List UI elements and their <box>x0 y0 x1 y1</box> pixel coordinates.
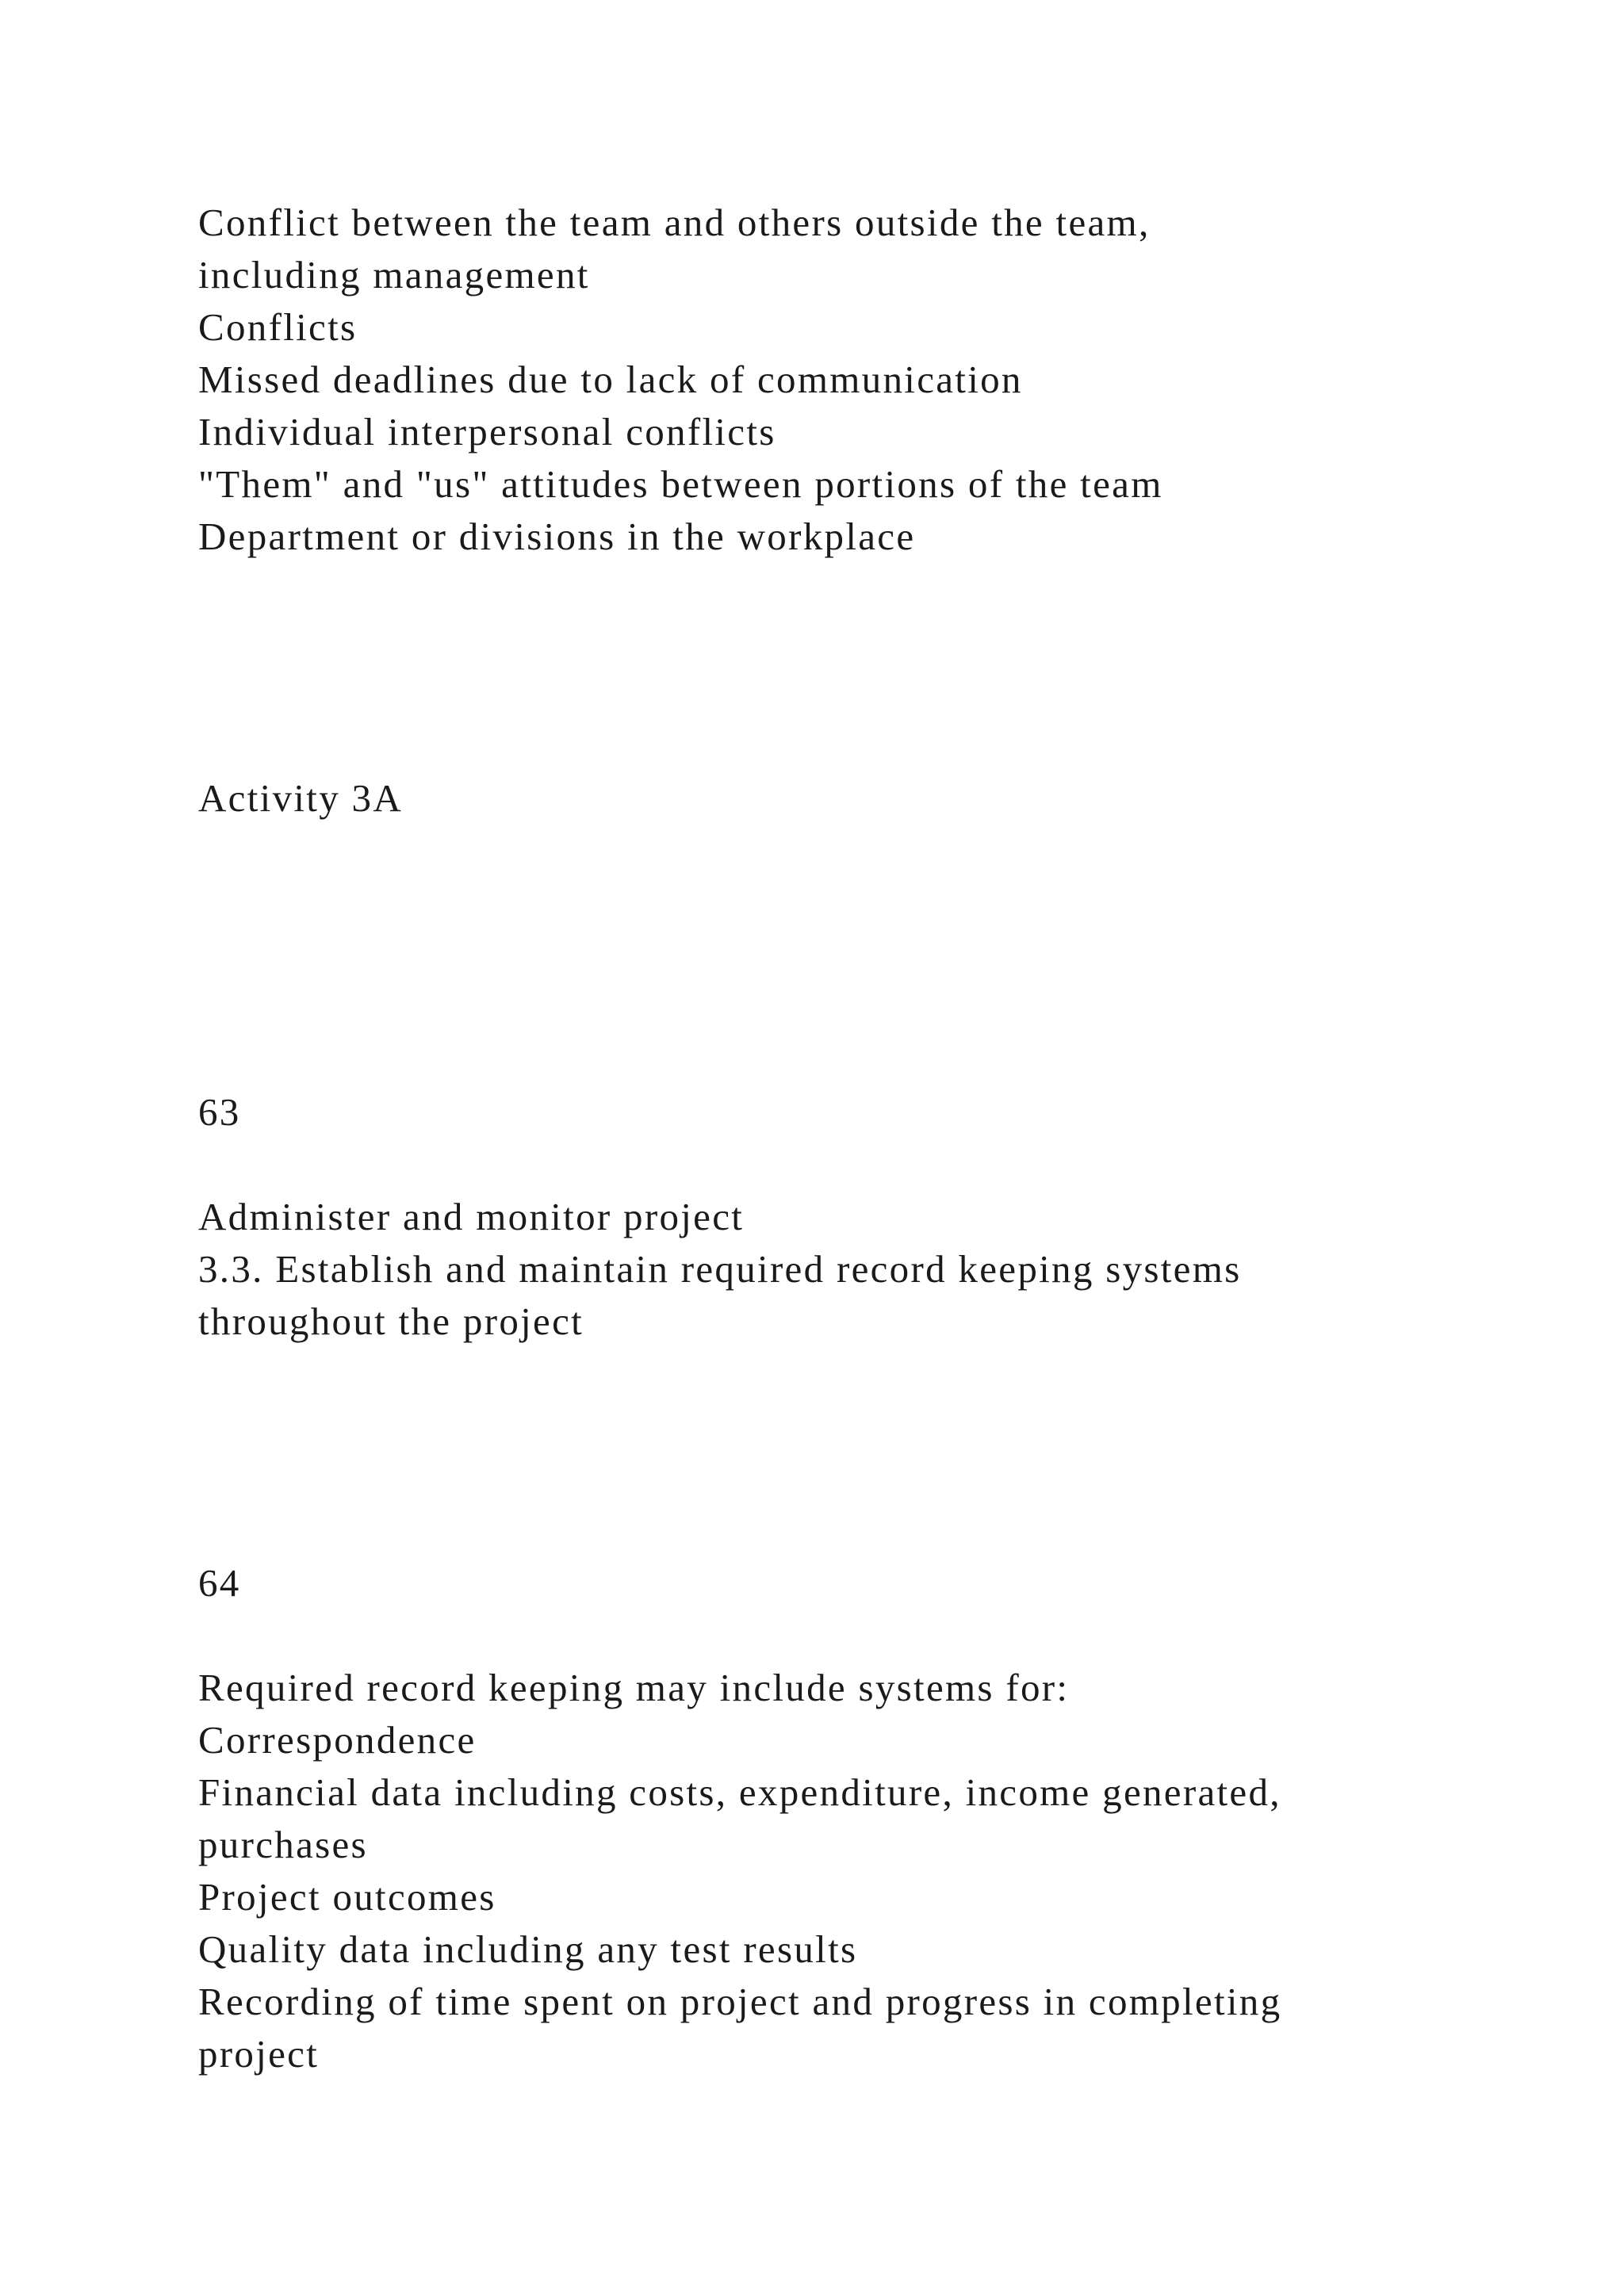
text-line: throughout the project <box>198 1299 584 1343</box>
text-line: Conflict between the team and others outside the team, <box>198 201 1151 244</box>
text-line: Department or divisions in the workplace <box>198 515 916 558</box>
text-line: "Them" and "us" attitudes between portions of the team <box>198 462 1163 506</box>
page-number: 63 <box>198 1090 241 1134</box>
text-line: Quality data including any test results <box>198 1927 858 1971</box>
text-line: Administer and monitor project <box>198 1195 745 1238</box>
text-line: Required record keeping may include systems for: <box>198 1666 1070 1709</box>
activity-heading: Activity 3A <box>198 776 404 820</box>
text-line: project <box>198 2032 320 2076</box>
text-line: Conflicts <box>198 305 358 349</box>
text-line: Recording of time spent on project and progress in completing <box>198 1980 1282 2023</box>
text-line: including management <box>198 253 590 297</box>
text-line: Correspondence <box>198 1718 477 1762</box>
text-line: purchases <box>198 1823 368 1866</box>
text-line: Missed deadlines due to lack of communication <box>198 358 1023 401</box>
text-line: Individual interpersonal conflicts <box>198 410 776 453</box>
text-line: Financial data including costs, expenditure, income generated, <box>198 1770 1281 1814</box>
text-line: 3.3. Establish and maintain required record keeping systems <box>198 1247 1242 1291</box>
page-number: 64 <box>198 1561 241 1605</box>
text-line: Project outcomes <box>198 1875 496 1919</box>
